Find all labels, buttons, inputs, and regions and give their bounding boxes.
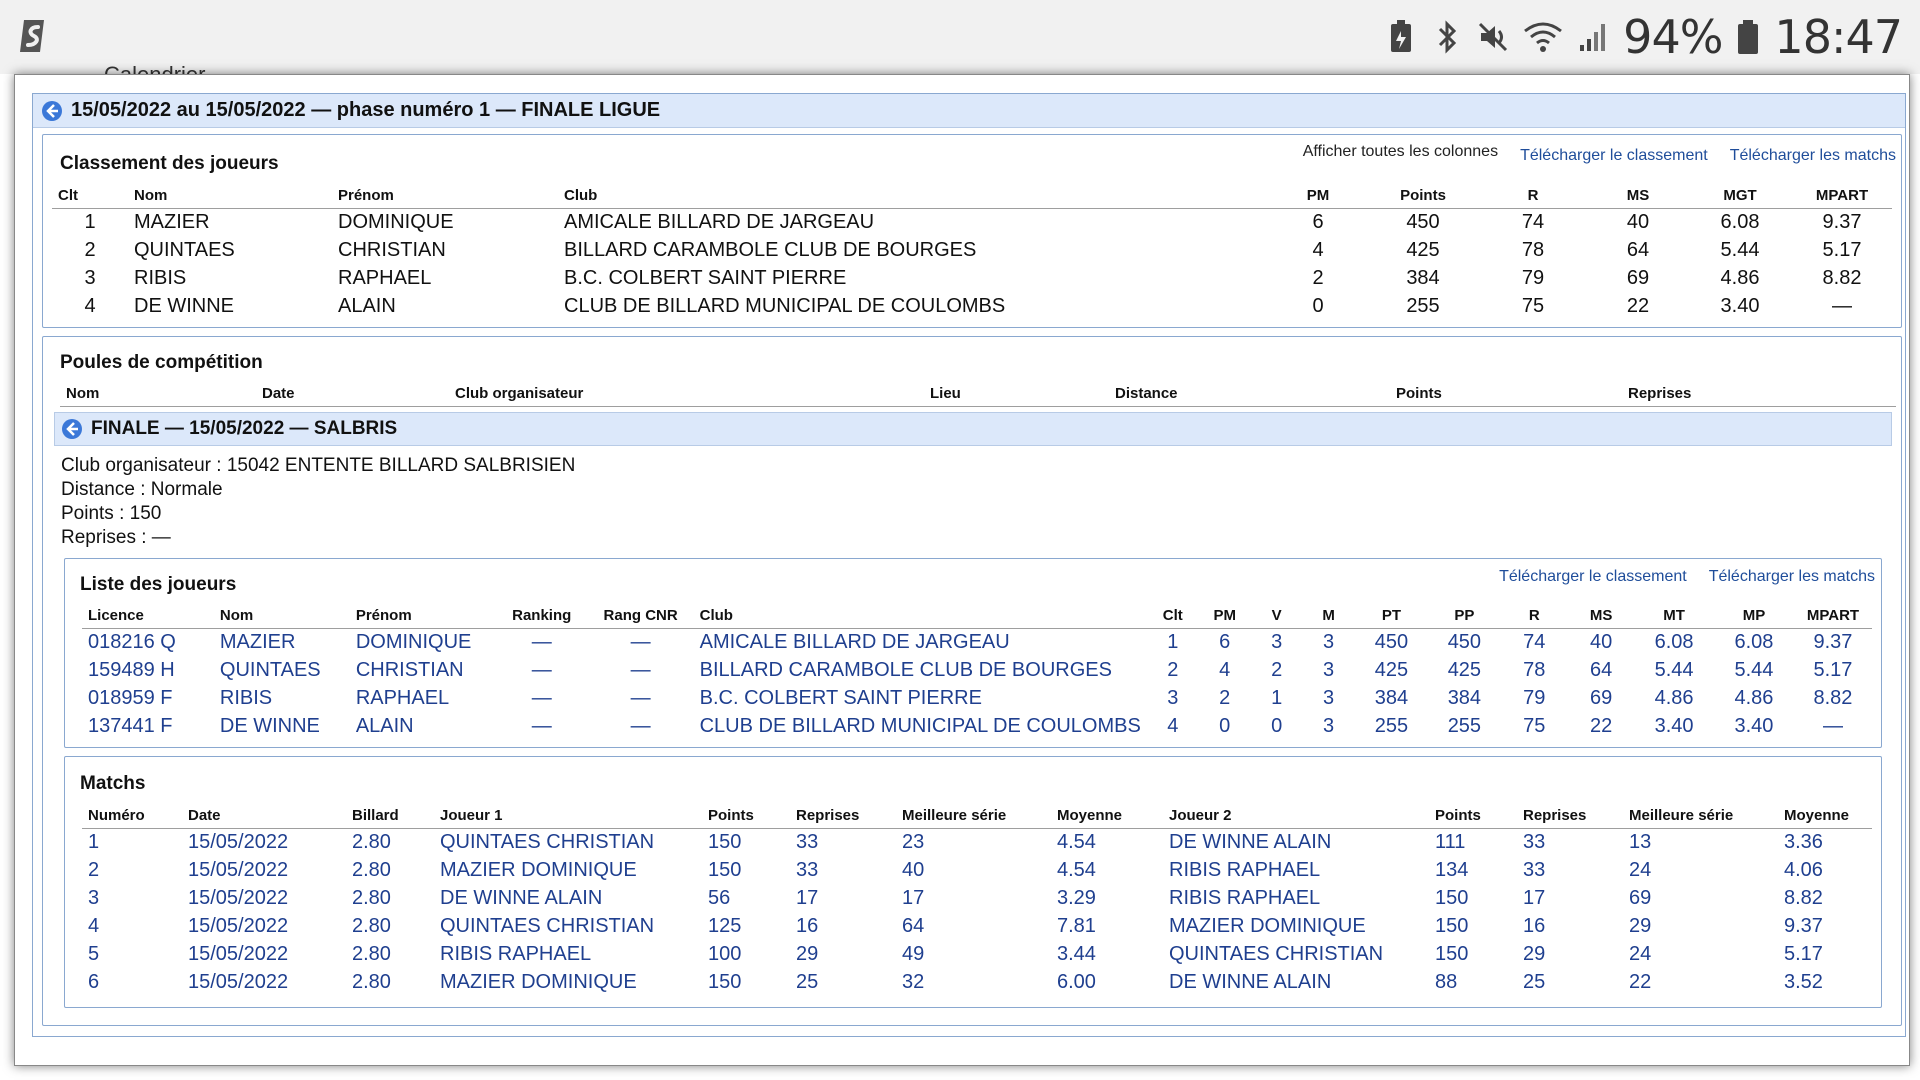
table-cell: QUINTAES CHRISTIAN [440,830,655,853]
table-cell: 24 [1629,942,1652,965]
table-cell: — [531,630,552,653]
table-cell: 2.80 [352,858,391,881]
table-cell: 1 [88,830,100,853]
table-cell: 3 [1323,686,1335,709]
column-header-points: Points [1390,382,1622,406]
table-cell: DE WINNE [219,714,320,737]
table-cell: MAZIER DOMINIQUE [440,970,637,993]
table-cell: RIBIS RAPHAEL [1169,886,1321,909]
table-cell: 3 [84,266,96,289]
table-cell: 384 [1447,686,1482,709]
table-cell: 4 [1312,238,1324,261]
column-header-nom: Nom [60,382,256,406]
table-cell: 450 [1447,630,1482,653]
column-header-date: Date [256,382,449,406]
table-cell: 40 [1626,210,1650,233]
finale-points: Points : 150 [61,503,162,524]
table-row[interactable] [52,208,1892,236]
table-cell: 2.80 [352,942,391,965]
finale-distance: Distance : Normale [61,479,223,500]
table-cell: — [630,658,651,681]
clock: 18:47 [1774,10,1902,64]
table-cell: 15/05/2022 [188,830,289,853]
column-header-mp: MP [1714,604,1794,628]
table-cell: B.C. COLBERT SAINT PIERRE [564,266,847,289]
table-cell: 5.44 [1654,658,1694,681]
wifi-icon [1523,19,1563,55]
table-row[interactable] [82,684,1872,712]
table-cell: DOMINIQUE [355,630,472,653]
table-cell: 134 [1435,858,1469,881]
column-header-club: Club [694,604,1147,628]
column-header-pp: PP [1428,604,1500,628]
table-cell: 69 [1590,686,1613,709]
table-cell: 33 [1523,858,1546,881]
table-cell: 111 [1435,830,1466,853]
battery-icon [1736,19,1760,55]
table-cell: 15/05/2022 [188,914,289,937]
table-cell: 425 [1447,658,1482,681]
table-cell: 29 [1523,942,1546,965]
table-cell: 255 [1374,714,1409,737]
table-cell: 2.80 [352,886,391,909]
table-cell: 4.86 [1720,266,1760,289]
table-cell: 22 [1626,294,1650,317]
column-header-points: Points [702,804,790,828]
joueurs-title: Liste des joueurs [80,574,237,595]
joueurs-download-matches-link[interactable]: Télécharger les matchs [1708,568,1875,585]
table-cell: 9.37 [1813,630,1853,653]
table-cell: 88 [1435,970,1458,993]
column-header-ms: MS [1568,604,1634,628]
joueurs-links [1499,568,1875,586]
column-header-meilleure-serie: Meilleure série [896,804,1051,828]
show-all-columns-link[interactable]: Afficher toutes les colonnes [1302,143,1499,160]
table-cell: 4.54 [1057,830,1096,853]
table-row[interactable] [52,264,1892,292]
table-cell: 7.81 [1057,914,1096,937]
table-cell: 4.86 [1734,686,1774,709]
table-cell: 15/05/2022 [188,886,289,909]
column-header-joueur-2: Joueur 2 [1163,804,1429,828]
column-header-date: Date [182,804,346,828]
table-cell: 125 [708,914,742,937]
table-cell: BILLARD CARAMBOLE CLUB DE BOURGES [564,238,977,261]
table-cell: — [1832,294,1852,317]
table-cell: B.C. COLBERT SAINT PIERRE [699,686,982,709]
table-cell: CLUB DE BILLARD MUNICIPAL DE COULOMBS [699,714,1141,737]
table-cell: 5.17 [1813,658,1853,681]
table-cell: DOMINIQUE [338,210,454,233]
table-cell: 22 [1590,714,1613,737]
battery-percent: 94% [1623,10,1723,64]
table-cell: — [630,686,651,709]
table-row[interactable] [82,940,1872,968]
table-cell: 425 [1406,238,1440,261]
table-cell: 3.29 [1057,886,1096,909]
app-logo-icon [16,16,50,56]
table-cell: 3.40 [1734,714,1774,737]
table-row[interactable] [82,828,1872,856]
table-cell: 33 [796,830,819,853]
table-cell: 9.37 [1822,210,1862,233]
back-arrow-icon[interactable] [41,100,63,122]
table-cell: QUINTAES [219,658,321,681]
column-header-pm: PM [1268,184,1368,208]
table-cell: 64 [1590,658,1613,681]
finale-header [54,412,1892,446]
column-header-clt: Clt [1147,604,1199,628]
column-header-prenom: Prénom [350,604,496,628]
column-header-lieu: Lieu [924,382,1109,406]
table-cell: 2.80 [352,914,391,937]
table-cell: DE WINNE ALAIN [1169,830,1332,853]
table-cell: ALAIN [355,714,414,737]
column-header-points: Points [1429,804,1517,828]
column-header-m: M [1303,604,1355,628]
joueurs-download-ranking-link[interactable]: Télécharger le classement [1499,568,1687,585]
table-cell: 2 [84,238,96,261]
table-cell: 4 [84,294,96,317]
table-cell: 5.44 [1720,238,1760,261]
table-cell: 17 [902,886,925,909]
table-cell: 3.44 [1057,942,1096,965]
table-cell: 22 [1629,970,1652,993]
table-row[interactable] [52,292,1892,320]
column-header-ms: MS [1588,184,1688,208]
table-cell: 4 [1219,658,1231,681]
table-cell: 2 [1167,658,1179,681]
matchs-table [82,804,1872,996]
table-cell: QUINTAES CHRISTIAN [440,914,655,937]
column-header-points: Points [1368,184,1478,208]
table-cell: 6.08 [1654,630,1694,653]
column-header-meilleure-serie: Meilleure série [1623,804,1778,828]
table-cell: AMICALE BILLARD DE JARGEAU [699,630,1010,653]
classement-title: Classement des joueurs [60,153,279,174]
table-row[interactable] [82,912,1872,940]
joueurs-table [82,604,1872,740]
column-header-mpart: MPART [1792,184,1892,208]
table-cell: 32 [902,970,925,993]
table-cell: 8.82 [1784,886,1823,909]
table-cell: 75 [1523,714,1546,737]
table-cell: 150 [1435,914,1469,937]
table-cell: — [531,658,552,681]
table-cell: 78 [1523,658,1546,681]
table-cell: 2 [1271,658,1283,681]
table-cell: — [531,686,552,709]
table-cell: 29 [796,942,819,965]
column-header-reprises: Reprises [1622,382,1896,406]
table-cell: 5.17 [1784,942,1823,965]
column-header-r: R [1500,604,1568,628]
column-header-distance: Distance [1109,382,1390,406]
dialog-title: 15/05/2022 au 15/05/2022 — phase numéro 1 — FINALE LIGUE [71,99,661,121]
table-cell: 64 [1626,238,1650,261]
table-cell: 4.86 [1654,686,1694,709]
table-cell: 6.00 [1057,970,1096,993]
table-cell: 69 [1629,886,1652,909]
table-cell: 56 [708,886,731,909]
table-cell: 3 [1167,686,1179,709]
table-cell: — [1822,714,1843,737]
table-cell: 6 [1312,210,1324,233]
column-header-moyenne: Moyenne [1778,804,1872,828]
column-header-mgt: MGT [1688,184,1792,208]
table-cell: 150 [1435,886,1469,909]
column-header-billard: Billard [346,804,434,828]
table-cell: 69 [1626,266,1650,289]
table-cell: 4 [88,914,100,937]
finale-info [61,454,575,550]
table-cell: — [630,630,651,653]
table-cell: 1 [84,210,96,233]
bluetooth-icon [1431,19,1463,55]
table-cell: 5.17 [1822,238,1862,261]
column-header-club-organisateur: Club organisateur [449,382,924,406]
mute-icon [1477,19,1509,55]
table-cell: 384 [1406,266,1440,289]
table-cell: 0 [1219,714,1231,737]
column-header-ranking: Ranking [496,604,588,628]
table-cell: 2 [1219,686,1231,709]
table-cell: 29 [1629,914,1652,937]
column-header-pt: PT [1355,604,1429,628]
table-cell: 16 [796,914,819,937]
table-cell: 23 [902,830,925,853]
table-cell: 9.37 [1784,914,1823,937]
table-cell: 0 [1312,294,1324,317]
table-cell: 15/05/2022 [188,942,289,965]
table-cell: 425 [1374,658,1409,681]
table-cell: 17 [796,886,819,909]
table-cell: 16 [1523,914,1546,937]
table-cell: 24 [1629,858,1652,881]
table-cell: 33 [1523,830,1546,853]
table-cell: 4.06 [1784,858,1823,881]
poules-header-table [60,382,1896,407]
table-cell: 40 [1590,630,1613,653]
table-cell: 49 [902,942,925,965]
finale-back-arrow-icon[interactable] [61,418,83,440]
poules-title: Poules de compétition [60,352,263,373]
table-cell: 018959 F [88,686,173,709]
table-cell: 33 [796,858,819,881]
table-cell: CHRISTIAN [355,658,464,681]
table-cell: 3.36 [1784,830,1823,853]
table-cell: — [630,714,651,737]
table-cell: 2 [88,858,100,881]
column-header-nom: Nom [128,184,332,208]
table-cell: 2.80 [352,970,391,993]
table-cell: 6.08 [1734,630,1774,653]
column-header-joueur-1: Joueur 1 [434,804,702,828]
table-cell: 64 [902,914,925,937]
table-cell: 150 [708,830,742,853]
table-cell: MAZIER DOMINIQUE [440,858,637,881]
table-row[interactable] [82,628,1872,656]
table-cell: 3 [1323,714,1335,737]
table-row[interactable] [82,856,1872,884]
finale-title: FINALE — 15/05/2022 — SALBRIS [91,418,398,439]
table-cell: ALAIN [338,294,396,317]
column-header-club: Club [558,184,1268,208]
table-cell: 79 [1523,686,1546,709]
table-cell: 6.08 [1720,210,1760,233]
matchs-title: Matchs [80,773,146,794]
table-cell: RIBIS RAPHAEL [1169,858,1321,881]
table-cell: — [531,714,552,737]
table-cell: MAZIER [134,210,210,233]
table-cell: 450 [1406,210,1440,233]
table-cell: 6 [88,970,100,993]
classement-table [52,184,1892,320]
table-cell: DE WINNE ALAIN [1169,970,1332,993]
table-cell: 3 [1271,630,1283,653]
table-cell: 0 [1271,714,1283,737]
signal-icon [1577,19,1609,55]
table-cell: MAZIER DOMINIQUE [1169,914,1366,937]
table-cell: RIBIS [219,686,273,709]
column-header-prenom: Prénom [332,184,558,208]
table-cell: 13 [1629,830,1652,853]
table-cell: 5.44 [1734,658,1774,681]
classement-links [1303,143,1896,165]
download-matches-link[interactable]: Télécharger les matchs [1729,147,1896,164]
column-header-rang-cnr: Rang CNR [588,604,694,628]
table-cell: RIBIS RAPHAEL [440,942,592,965]
table-cell: 2.80 [352,830,391,853]
table-cell: 150 [708,970,742,993]
table-cell: MAZIER [219,630,296,653]
finale-reprises: Reprises : — [61,527,171,548]
table-cell: 75 [1521,294,1545,317]
table-cell: RIBIS [134,266,187,289]
table-cell: RAPHAEL [355,686,450,709]
table-cell: 79 [1521,266,1545,289]
column-header-licence: Licence [82,604,214,628]
table-cell: 2 [1312,266,1324,289]
table-cell: 137441 F [88,714,173,737]
table-row[interactable] [52,236,1892,264]
column-header-mpart: MPART [1794,604,1872,628]
table-cell: 384 [1374,686,1409,709]
table-cell: QUINTAES [134,238,235,261]
table-row[interactable] [82,884,1872,912]
table-cell: 8.82 [1822,266,1862,289]
table-cell: 74 [1521,210,1545,233]
table-row[interactable] [82,656,1872,684]
table-cell: 15/05/2022 [188,970,289,993]
table-cell: 5 [88,942,100,965]
table-cell: 3 [88,886,100,909]
table-cell: 6 [1219,630,1231,653]
table-cell: 100 [708,942,742,965]
table-cell: RAPHAEL [338,266,432,289]
table-cell: 450 [1374,630,1409,653]
dialog-header [33,94,1905,128]
table-cell: 3.40 [1720,294,1760,317]
column-header-mt: MT [1634,604,1714,628]
table-cell: 3.52 [1784,970,1823,993]
column-header-pm: PM [1199,604,1251,628]
table-cell: 1 [1271,686,1283,709]
column-header-moyenne: Moyenne [1051,804,1163,828]
table-cell: CLUB DE BILLARD MUNICIPAL DE COULOMBS [564,294,1006,317]
table-cell: 17 [1523,886,1546,909]
table-cell: BILLARD CARAMBOLE CLUB DE BOURGES [699,658,1112,681]
table-cell: QUINTAES CHRISTIAN [1169,942,1384,965]
table-cell: 4.54 [1057,858,1096,881]
table-row[interactable] [82,968,1872,996]
table-cell: 255 [1447,714,1482,737]
column-header-nom: Nom [214,604,350,628]
table-cell: AMICALE BILLARD DE JARGEAU [564,210,875,233]
table-cell: DE WINNE ALAIN [440,886,603,909]
column-header-r: R [1478,184,1588,208]
table-cell: 40 [902,858,925,881]
battery-saver-icon [1385,19,1417,55]
table-cell: 15/05/2022 [188,858,289,881]
table-cell: 150 [1435,942,1469,965]
status-bar [0,0,1920,74]
column-header-numero: Numéro [82,804,182,828]
table-cell: CHRISTIAN [338,238,446,261]
table-cell: 4 [1167,714,1179,737]
download-ranking-link[interactable]: Télécharger le classement [1520,147,1708,164]
table-cell: 3.40 [1654,714,1694,737]
table-cell: 255 [1406,294,1440,317]
table-cell: 25 [796,970,819,993]
table-cell: 3 [1323,658,1335,681]
table-cell: DE WINNE [134,294,234,317]
column-header-reprises: Reprises [1517,804,1623,828]
table-cell: 74 [1523,630,1546,653]
table-cell: 8.82 [1813,686,1853,709]
table-cell: 78 [1521,238,1545,261]
table-cell: 1 [1167,630,1179,653]
column-header-clt: Clt [52,184,128,208]
table-cell: 25 [1523,970,1546,993]
table-row[interactable] [82,712,1872,740]
table-cell: 3 [1323,630,1335,653]
column-header-v: V [1251,604,1303,628]
finale-club-organisateur: Club organisateur : 15042 ENTENTE BILLARD SALBRISIEN [61,455,576,476]
table-cell: 018216 Q [88,630,176,653]
column-header-reprises: Reprises [790,804,896,828]
table-cell: 150 [708,858,742,881]
table-cell: 159489 H [88,658,175,681]
